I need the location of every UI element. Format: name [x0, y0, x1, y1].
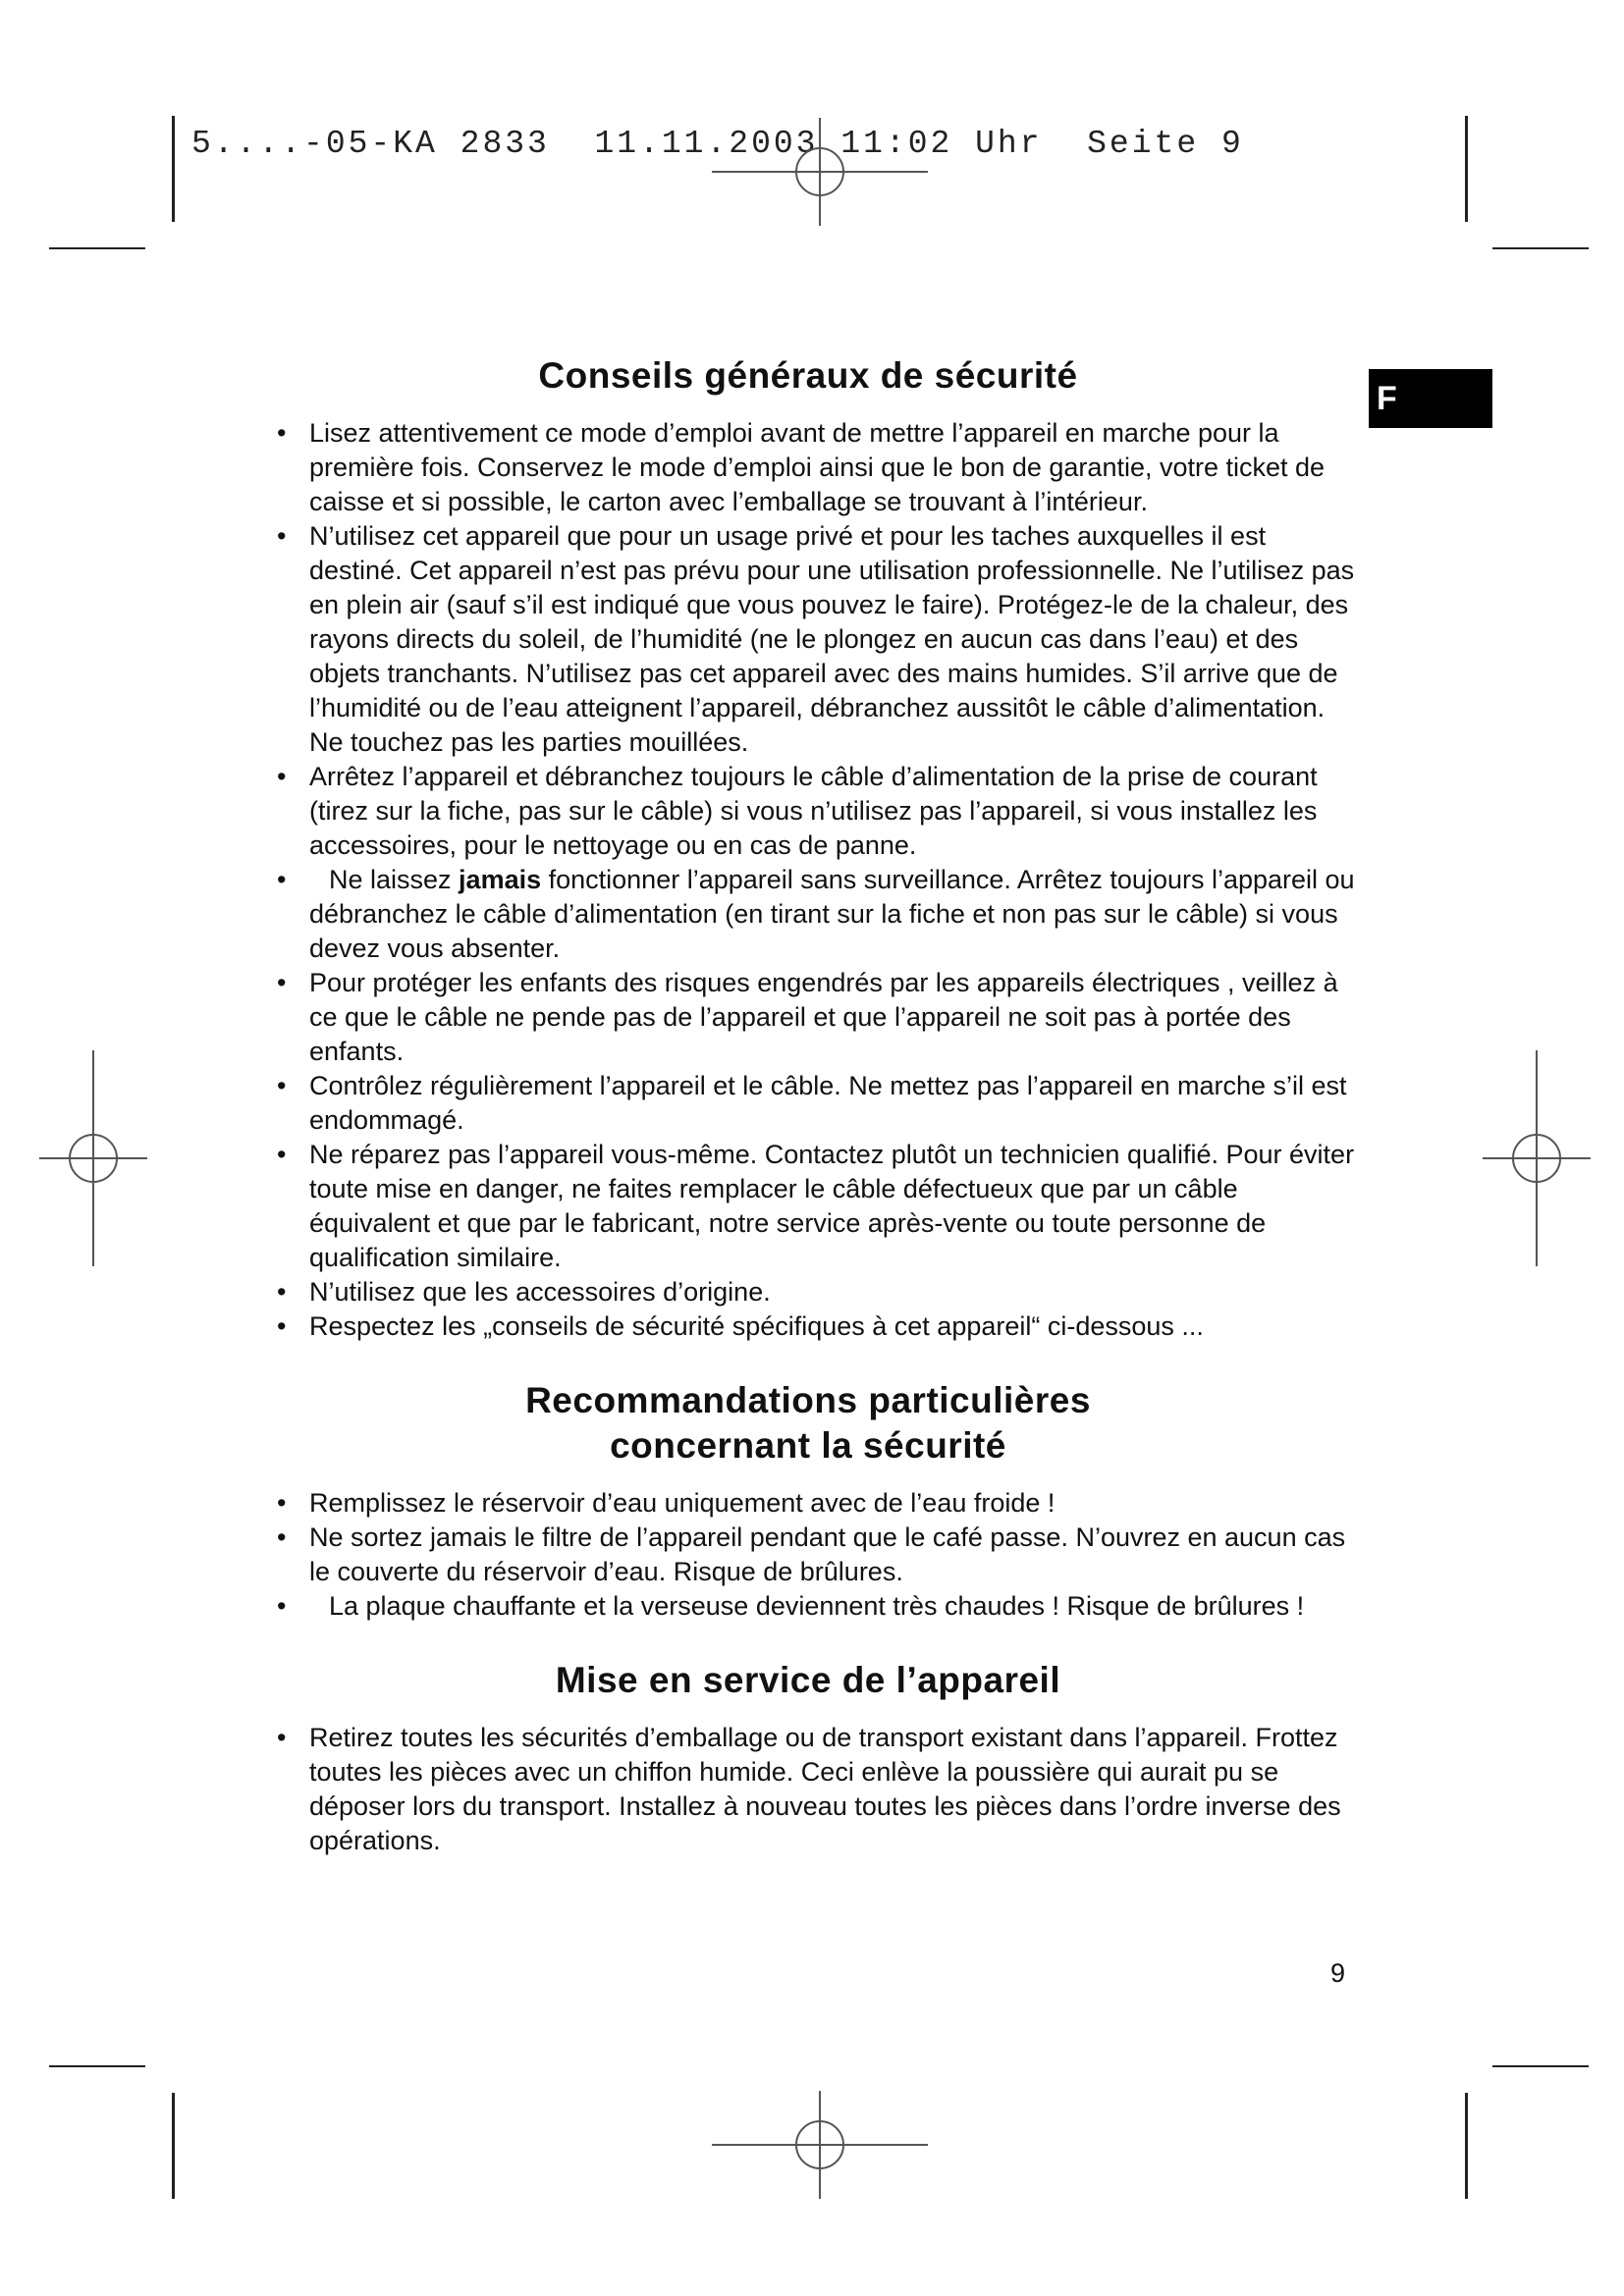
registration-mark-right-icon [1483, 1050, 1591, 1266]
crop-mark-bottom-left-vertical [172, 2093, 175, 2199]
section-specific-safety [253, 1378, 1363, 1624]
crop-mark-top-left-horizontal [49, 247, 145, 249]
language-tab-marker: F [1369, 369, 1492, 428]
page-number: 9 [1330, 1958, 1346, 1988]
print-header-slug: 5....-05-KA 2833 11.11.2003 11:02 Uhr Seite 9 [191, 126, 1244, 162]
first-use-list [253, 1721, 1363, 1858]
section-first-use [253, 1658, 1363, 1858]
list-item: • Remplissez le réservoir d’eau uniquement avec de l’eau froide ! [277, 1488, 1056, 1518]
document-body [253, 353, 1363, 1858]
registration-mark-top-icon [712, 118, 928, 226]
crop-mark-bottom-right-vertical [1465, 2093, 1468, 2199]
section-title: Recommandations particulières concernant la sécurité [525, 1380, 1091, 1466]
section-general-safety [253, 353, 1363, 1344]
list-item: • N’utilisez que les accessoires d’origine. [277, 1277, 771, 1307]
list-item: • Respectez les „conseils de sécurité spécifiques à cet appareil“ ci-dessous ... [277, 1311, 1204, 1341]
crop-mark-bottom-right-horizontal [1492, 2065, 1589, 2067]
list-item: • Retirez toutes les sécurités d’emballage ou de transport existant dans l’appareil. Frottez toutes les pièces avec un chiffon humide. Ceci enlève la poussière qui aurait pu se déposer lors du transport. Installez à nouveau toutes les pièces dans l’ordre inverse des opérations. [277, 1723, 1341, 1855]
registration-mark-bottom-icon [712, 2091, 928, 2199]
crop-mark-bottom-left-horizontal [49, 2065, 145, 2067]
list-item: • La plaque chauffante et la verseuse deviennent très chaudes ! Risque de brûlures ! [277, 1591, 1305, 1621]
section-title: Conseils généraux de sécurité [538, 355, 1078, 396]
list-item: • Ne sortez jamais le filtre de l’appareil pendant que le café passe. N’ouvrez en aucun cas le couverte du réservoir d’eau. Risque de brûlures. [277, 1522, 1346, 1586]
list-item: • Pour protéger les enfants des risques engendrés par les appareils électriques , veillez à ce que le câble ne pende pas de l’appareil et que l’appareil ne soit pas à portée des enfants. [277, 968, 1338, 1066]
registration-mark-left-icon [39, 1050, 147, 1266]
specific-safety-list [253, 1486, 1363, 1624]
crop-mark-top-right-vertical [1465, 116, 1468, 222]
crop-mark-top-right-horizontal [1492, 247, 1589, 249]
safety-list [253, 416, 1363, 1344]
crop-mark-top-left-vertical [172, 116, 175, 222]
section-title: Mise en service de l’appareil [555, 1660, 1061, 1700]
list-item: • Ne réparez pas l’appareil vous-même. Contactez plutôt un technicien qualifié. Pour éviter toute mise en danger, ne faites remplacer le câble défectueux que par un câble équivalent et que par le fabricant, notre service après-vente ou toute personne de qualification similaire. [277, 1140, 1355, 1272]
list-item: • Lisez attentivement ce mode d’emploi avant de mettre l’appareil en marche pour la première fois. Conservez le mode d’emploi ainsi que le bon de garantie, votre ticket de caisse et si possible, le carton avec l’emballage se trouvant à l’intérieur. [277, 418, 1326, 516]
list-item: • Contrôlez régulièrement l’appareil et le câble. Ne mettez pas l’appareil en marche s’il est endommagé. [277, 1071, 1347, 1135]
list-item: • Arrêtez l’appareil et débranchez toujours le câble d’alimentation de la prise de courant (tirez sur la fiche, pas sur le câble) si vous n’utilisez pas l’appareil, si vous installez les accessoires, pour le nettoyage ou en cas de panne. [277, 762, 1318, 860]
list-item: • N’utilisez cet appareil que pour un usage privé et pour les taches auxquelles il est destiné. Cet appareil n’est pas prévu pour une utilisation professionnelle. Ne l’utilisez pas en plein air (sauf s’il est indiqué que vous pouvez le faire). Protégez-le de la chaleur, des rayons directs du soleil, de l’humidité (ne le plongez en aucun cas dans l’eau) et des objets tranchants. N’utilisez pas cet appareil avec des mains humides. S’il arrive que de l’humidité ou de l’eau atteignent l’appareil, débranchez aussitôt le câble d’alimentation. Ne touchez pas les parties mouillées. [277, 521, 1355, 757]
list-item: • Ne laissez jamais fonctionner l’appareil sans surveillance. Arrêtez toujours l’appareil ou débranchez le câble d’alimentation (en tirant sur la fiche et non pas sur le câble) si vous devez vous absenter. [277, 865, 1355, 963]
